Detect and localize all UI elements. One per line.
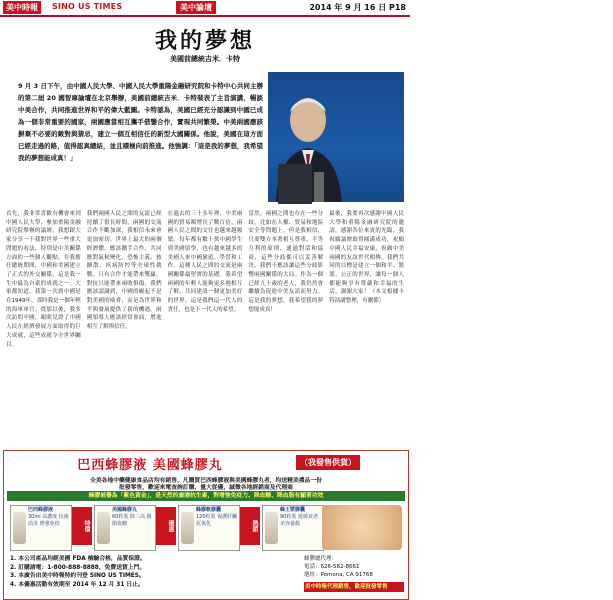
product-text [280,507,322,528]
ad-contact [304,555,404,592]
honeycomb-image [322,505,402,550]
photo-caption-line-1: 主办单位： [570,148,613,158]
advertisement [3,450,409,600]
product-name: 蜂膠軟膠囊 [196,507,222,513]
product-card [94,505,156,551]
ad-title: 巴西蜂膠液 美國蜂膠丸 [77,458,223,473]
body-column-5: 最後，我要再次感謝中國人民大學和重陽金融研究院的邀請，感謝各位來賓的光臨。我祝願論壇取得圓滿成功，祝願中國人民幸福安康，祝願中美兩國的友誼世代相傳。我們共同的目標是建立一個和平、繁榮、公正的世界，讓每一個人都能夠享有尊嚴和幸福的生活。謝謝大家！（本文根據卡特演講整理，有刪節） [329,211,404,305]
issue-date [309,2,406,13]
contact-line: 蜂膠總代理： [304,556,338,562]
page-header [0,0,410,17]
product-desc: 30ml 高濃度 抗菌消炎 增強免疫 [28,514,69,527]
ad-note: 1. 本公司產品均經美國 FDA 檢驗合格，品質保證。 [10,556,146,562]
product-card [262,505,324,551]
contact-address: 地址：Pomona, CA 91768 [304,572,373,578]
bottle-icon [265,512,278,544]
product-name: 美國蜂膠丸 [112,507,138,513]
ad-note: 3. 本廣告由美中時報特約刊登 SINO US TIMES。 [10,573,145,579]
article-lead: 9 月 3 日下午，由中國人民大學、中國人民大學重陽金融研究院和卡特中心共同主辦的第二屆 20 國智庫論壇在北京舉辦，美國前總統吉米．卡特發表了主旨演講，暢談中美合作，共同推進世界和平的偉大藍圖。卡特認為，美國已經充分認識到中國已成為一個非常重要的國家，兩國應當相互攜手借鑒合作，實現共同繁榮。中美兩國應該摒棄不必要的敵對與猜忌，建立一個互相信任的新型大國關係。他說，美國在這方面已經走過的路，值得認真總結，並且積極向前推進。他強調：「這是我的夢想，我希望我的夢想能成真！」 [18,82,263,162]
section-label: 美中論壇 [176,1,216,14]
speaker-photo [268,72,613,202]
product-text [28,507,70,528]
ad-note: 4. 本優惠活動有效期至 2014 年 12 月 31 日止。 [10,581,144,588]
masthead-logo: 美中時報 [3,1,41,14]
bottle-icon [13,512,26,544]
article-title: 我的夢想 [154,28,255,54]
ad-subline-2: 批發零售，歡迎來電查詢訂購，量大從優，誠徵各地經銷商及代理商 [119,485,293,491]
speaker-illustration [268,72,404,202]
article-byline: 美國前總統吉米．卡特 [170,55,240,63]
ad-subline-1: 全美各地中藥健康食品店均有銷售，凡購買巴西蜂膠液與美國蜂膠丸者，均送精美禮品一份 [90,478,322,484]
price-badge: 優惠 [156,507,176,545]
article-body [6,210,404,446]
contact-phone: 電話：626-582-8661 [304,564,360,570]
product-desc: 120粒裝 保護肝臟 抗氧化 [196,514,238,527]
ad-tag: （我發售供貨） [296,455,360,470]
product-name: 蜂王漿膠囊 [280,507,306,513]
ad-notes [10,555,260,589]
contact-highlight: 美中時報代理銷售，歡迎批發零售 [304,582,404,592]
body-column-2: 我們兩國人民之間的友誼已經持續了很長時間，兩國的交流合作不斷加深，我相信未來會更加密切。世界上最大的兩個經濟體，應該攜手合作，共同應對氣候變化、恐怖主義、核擴散、疾病防控等全球性挑戰。只有合作才能帶來雙贏，對抗只能帶來兩敗俱傷。我們應該認識到，中國的崛起不是對美國的威脅，而是為世界和平與發展提供了新的機遇。兩國領導人應該經常會面，增進相互了解與信任。 [86,211,162,331]
body-column-3: 在過去的三十多年裡，中美兩國的貿易額增長了數百倍，兩國人民之間的交往也越來越頻繁。每年都有數十萬中國學生到美國留學，也有越來越多的美國人來中國旅遊、學習和工作。這種人民之間的交流是兩國關係最堅實的基礎。我希望兩國的年輕人能夠更多地相互了解，共同建設一個更加美好的世界。這是我們這一代人的責任，也是下一代人的希望。 [167,211,243,313]
ad-banner: 蜂膠被譽為「紫色黃金」，是天然的廣譜抗生素，對增強免疫力、降血糖、降血脂有顯著功效 [7,491,405,501]
photo-caption-line-2: 承办单位： [570,165,613,175]
product-desc: 60粒裝 降三高 調節血糖 [112,514,152,527]
bottle-icon [97,512,110,544]
product-text [112,507,154,528]
product-text [196,507,238,528]
price-badge: 熱銷 [240,507,260,545]
page-number: P18 [389,3,406,12]
masthead-english: SINO US TIMES [52,2,123,11]
photo-caption-line-3: 首席合作媒 [570,182,613,192]
price-badge: 特價 [72,507,92,545]
product-card [178,505,240,551]
product-desc: 90粒裝 延緩衰老 美容養顏 [280,514,318,527]
body-column-4: 當然，兩國之間也存在一些分歧，比如在人權、貿易和地區安全等問題上。但是我相信，只要雙方本著相互尊重、平等互利的原則，通過對話和協商，這些分歧都可以妥善解決。我們不應該讓這些分歧影響兩國關係的大局。作為一個已經九十歲的老人，我仍然會繼續為促進中美友誼而努力。這是我的夢想，我希望我的夢想能成真！ [248,211,324,313]
ad-note: 2. 訂購請電：1-800-888-8888，免費送貨上門。 [10,564,146,571]
product-card [10,505,72,551]
product-name: 巴西蜂膠液 [28,507,54,513]
body-column-1: 首先，我非常喜歡有機會來到中國人民大學，參加重陽金融研究院舉辦的論壇。我想跟大家分享一下我對世界一些重大問題的看法，特別是中美關係方面的一些個人觀點。在我擔任總統期間，中國和美國建立了正式的外交關係，這是我一生中最為自豪的成就之一。大家都知道，我第一次到中國是在1949年，那時我是一個年輕的海軍軍官。從那以後，我多次訪問中國，親眼見證了中國人民在經濟發展方面取得的巨大成就，這些成就令全世界矚目。 [6,211,81,348]
date-text: 2014 年 9 月 16 日 [309,3,387,12]
bottle-icon [181,512,194,544]
